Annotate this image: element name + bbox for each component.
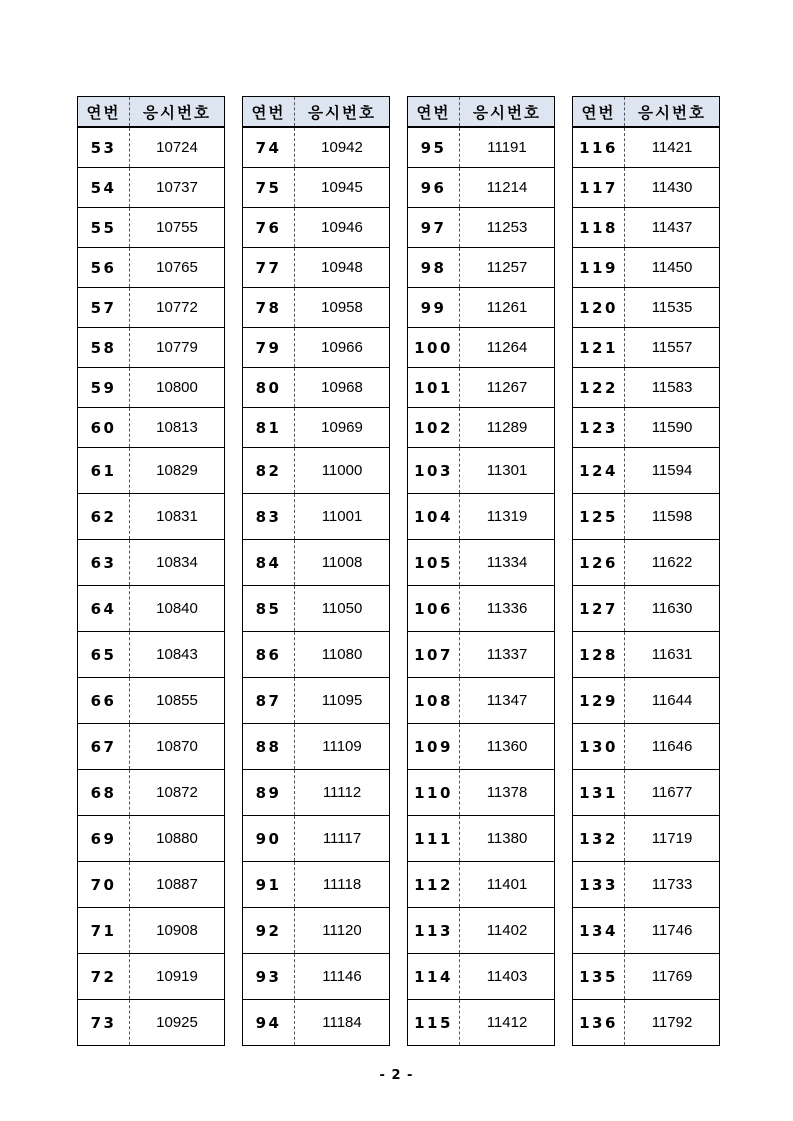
exam-number-cell: 11583 <box>625 368 720 408</box>
seq-cell: 130 <box>573 724 625 770</box>
table-row <box>243 862 390 908</box>
table-row <box>408 724 555 770</box>
table-row <box>408 908 555 954</box>
table-row <box>78 448 225 494</box>
header-exam-no: 응시번호 <box>460 97 555 128</box>
seq-cell: 76 <box>243 208 295 248</box>
table-row <box>243 540 390 586</box>
table-row <box>408 288 555 328</box>
table-row <box>573 288 720 328</box>
table-row <box>573 494 720 540</box>
seq-cell: 97 <box>408 208 460 248</box>
exam-number-cell: 10945 <box>295 168 390 208</box>
table-row <box>78 368 225 408</box>
seq-cell: 84 <box>243 540 295 586</box>
seq-cell: 73 <box>78 1000 130 1046</box>
exam-number-cell: 11120 <box>295 908 390 954</box>
exam-number-cell: 11746 <box>625 908 720 954</box>
exam-number-cell: 10829 <box>130 448 225 494</box>
exam-number-cell: 10855 <box>130 678 225 724</box>
exam-number-cell: 10880 <box>130 816 225 862</box>
table-row <box>78 168 225 208</box>
exam-number-cell: 11360 <box>460 724 555 770</box>
table-row <box>408 1000 555 1046</box>
exam-number-cell: 10755 <box>130 208 225 248</box>
seq-cell: 79 <box>243 328 295 368</box>
seq-cell: 112 <box>408 862 460 908</box>
seq-cell: 99 <box>408 288 460 328</box>
seq-cell: 126 <box>573 540 625 586</box>
seq-cell: 111 <box>408 816 460 862</box>
seq-cell: 119 <box>573 248 625 288</box>
exam-number-cell: 10908 <box>130 908 225 954</box>
exam-number-cell: 10765 <box>130 248 225 288</box>
exam-number-cell: 11146 <box>295 954 390 1000</box>
table-row <box>573 540 720 586</box>
table-row <box>573 368 720 408</box>
exam-number-cell: 11622 <box>625 540 720 586</box>
exam-number-cell: 10800 <box>130 368 225 408</box>
exam-number-cell: 10843 <box>130 632 225 678</box>
seq-cell: 88 <box>243 724 295 770</box>
table-row <box>573 448 720 494</box>
seq-cell: 81 <box>243 408 295 448</box>
exam-number-cell: 11095 <box>295 678 390 724</box>
header-row <box>573 97 720 128</box>
seq-cell: 105 <box>408 540 460 586</box>
table-row <box>573 168 720 208</box>
seq-cell: 95 <box>408 127 460 168</box>
seq-cell: 65 <box>78 632 130 678</box>
seq-cell: 96 <box>408 168 460 208</box>
table-row <box>408 494 555 540</box>
exam-number-cell: 11118 <box>295 862 390 908</box>
table-row <box>78 862 225 908</box>
table-row <box>78 724 225 770</box>
seq-cell: 115 <box>408 1000 460 1046</box>
seq-cell: 91 <box>243 862 295 908</box>
seq-cell: 124 <box>573 448 625 494</box>
exam-number-cell: 10966 <box>295 328 390 368</box>
table-row <box>408 328 555 368</box>
seq-cell: 55 <box>78 208 130 248</box>
table-row <box>573 724 720 770</box>
exam-number-cell: 11598 <box>625 494 720 540</box>
exam-number-cell: 11301 <box>460 448 555 494</box>
table-row <box>243 368 390 408</box>
seq-cell: 64 <box>78 586 130 632</box>
exam-number-cell: 11769 <box>625 954 720 1000</box>
seq-cell: 58 <box>78 328 130 368</box>
table-row <box>573 816 720 862</box>
table-row <box>78 586 225 632</box>
table-row <box>243 816 390 862</box>
seq-cell: 131 <box>573 770 625 816</box>
exam-number-cell: 11264 <box>460 328 555 368</box>
exam-number-cell: 11792 <box>625 1000 720 1046</box>
table-row <box>243 908 390 954</box>
table-row <box>243 328 390 368</box>
seq-cell: 57 <box>78 288 130 328</box>
table-row <box>78 248 225 288</box>
exam-number-cell: 11412 <box>460 1000 555 1046</box>
header-row <box>78 97 225 128</box>
seq-cell: 106 <box>408 586 460 632</box>
seq-cell: 110 <box>408 770 460 816</box>
seq-cell: 87 <box>243 678 295 724</box>
seq-cell: 133 <box>573 862 625 908</box>
exam-number-cell: 10925 <box>130 1000 225 1046</box>
seq-cell: 132 <box>573 816 625 862</box>
header-row <box>408 97 555 128</box>
roster-table <box>242 96 390 1046</box>
exam-number-cell: 11257 <box>460 248 555 288</box>
table-row <box>78 328 225 368</box>
exam-number-cell: 10724 <box>130 127 225 168</box>
header-exam-no: 응시번호 <box>130 97 225 128</box>
exam-number-cell: 11646 <box>625 724 720 770</box>
seq-cell: 78 <box>243 288 295 328</box>
exam-number-cell: 10887 <box>130 862 225 908</box>
seq-cell: 135 <box>573 954 625 1000</box>
seq-cell: 54 <box>78 168 130 208</box>
exam-number-cell: 11080 <box>295 632 390 678</box>
exam-number-cell: 11334 <box>460 540 555 586</box>
header-seq: 연번 <box>243 97 295 128</box>
exam-number-cell: 11631 <box>625 632 720 678</box>
table-row <box>243 168 390 208</box>
table-row <box>408 632 555 678</box>
exam-number-cell: 11677 <box>625 770 720 816</box>
seq-cell: 70 <box>78 862 130 908</box>
seq-cell: 66 <box>78 678 130 724</box>
seq-cell: 108 <box>408 678 460 724</box>
seq-cell: 69 <box>78 816 130 862</box>
seq-cell: 103 <box>408 448 460 494</box>
exam-number-cell: 10840 <box>130 586 225 632</box>
table-row <box>408 816 555 862</box>
seq-cell: 92 <box>243 908 295 954</box>
table-row <box>243 208 390 248</box>
table-row <box>573 1000 720 1046</box>
seq-cell: 68 <box>78 770 130 816</box>
table-row <box>78 770 225 816</box>
seq-cell: 62 <box>78 494 130 540</box>
table-row <box>243 494 390 540</box>
exam-number-cell: 11267 <box>460 368 555 408</box>
seq-cell: 125 <box>573 494 625 540</box>
table-row <box>243 724 390 770</box>
seq-cell: 75 <box>243 168 295 208</box>
header-seq: 연번 <box>573 97 625 128</box>
exam-number-cell: 11401 <box>460 862 555 908</box>
exam-number-cell: 11594 <box>625 448 720 494</box>
exam-number-cell: 11430 <box>625 168 720 208</box>
table-row <box>408 540 555 586</box>
exam-number-cell: 10946 <box>295 208 390 248</box>
table-row <box>408 678 555 724</box>
exam-number-cell: 10958 <box>295 288 390 328</box>
seq-cell: 129 <box>573 678 625 724</box>
header-seq: 연번 <box>78 97 130 128</box>
header-row <box>243 97 390 128</box>
table-row <box>243 586 390 632</box>
exam-number-cell: 11253 <box>460 208 555 248</box>
exam-number-cell: 10834 <box>130 540 225 586</box>
exam-number-cell: 11184 <box>295 1000 390 1046</box>
seq-cell: 120 <box>573 288 625 328</box>
seq-cell: 116 <box>573 127 625 168</box>
exam-number-cell: 11733 <box>625 862 720 908</box>
exam-number-cell: 10969 <box>295 408 390 448</box>
table-row <box>243 954 390 1000</box>
seq-cell: 74 <box>243 127 295 168</box>
seq-cell: 89 <box>243 770 295 816</box>
exam-number-cell: 11380 <box>460 816 555 862</box>
table-row <box>408 408 555 448</box>
exam-number-cell: 11450 <box>625 248 720 288</box>
table-row <box>573 127 720 168</box>
table-row <box>243 288 390 328</box>
exam-number-cell: 11001 <box>295 494 390 540</box>
exam-number-cell: 11336 <box>460 586 555 632</box>
exam-number-cell: 10737 <box>130 168 225 208</box>
table-row <box>243 632 390 678</box>
exam-number-cell: 11000 <box>295 448 390 494</box>
exam-number-cell: 10919 <box>130 954 225 1000</box>
header-exam-no: 응시번호 <box>295 97 390 128</box>
table-row <box>573 954 720 1000</box>
exam-number-cell: 11117 <box>295 816 390 862</box>
table-row <box>78 127 225 168</box>
seq-cell: 134 <box>573 908 625 954</box>
seq-cell: 82 <box>243 448 295 494</box>
exam-number-cell: 10813 <box>130 408 225 448</box>
seq-cell: 98 <box>408 248 460 288</box>
exam-number-cell: 11557 <box>625 328 720 368</box>
seq-cell: 63 <box>78 540 130 586</box>
table-row <box>243 127 390 168</box>
seq-cell: 102 <box>408 408 460 448</box>
seq-cell: 67 <box>78 724 130 770</box>
table-row <box>243 678 390 724</box>
table-row <box>573 328 720 368</box>
exam-number-cell: 10968 <box>295 368 390 408</box>
exam-number-cell: 10948 <box>295 248 390 288</box>
exam-number-cell: 11347 <box>460 678 555 724</box>
table-row <box>78 208 225 248</box>
table-row <box>573 908 720 954</box>
table-row <box>573 586 720 632</box>
exam-number-cell: 11437 <box>625 208 720 248</box>
seq-cell: 118 <box>573 208 625 248</box>
seq-cell: 71 <box>78 908 130 954</box>
table-row <box>408 770 555 816</box>
table-row <box>243 1000 390 1046</box>
table-row <box>573 632 720 678</box>
seq-cell: 86 <box>243 632 295 678</box>
seq-cell: 121 <box>573 328 625 368</box>
table-row <box>408 368 555 408</box>
seq-cell: 109 <box>408 724 460 770</box>
table-row <box>78 1000 225 1046</box>
seq-cell: 113 <box>408 908 460 954</box>
exam-number-cell: 10872 <box>130 770 225 816</box>
table-row <box>243 448 390 494</box>
exam-number-cell: 11644 <box>625 678 720 724</box>
table-row <box>573 208 720 248</box>
table-row <box>573 770 720 816</box>
seq-cell: 59 <box>78 368 130 408</box>
seq-cell: 123 <box>573 408 625 448</box>
table-row <box>573 678 720 724</box>
table-row <box>408 954 555 1000</box>
table-row <box>573 248 720 288</box>
seq-cell: 117 <box>573 168 625 208</box>
seq-cell: 56 <box>78 248 130 288</box>
table-row <box>243 408 390 448</box>
header-seq: 연번 <box>408 97 460 128</box>
exam-number-cell: 11109 <box>295 724 390 770</box>
exam-number-cell: 10942 <box>295 127 390 168</box>
exam-number-cell: 11378 <box>460 770 555 816</box>
exam-number-cell: 11050 <box>295 586 390 632</box>
exam-number-cell: 11112 <box>295 770 390 816</box>
seq-cell: 80 <box>243 368 295 408</box>
exam-number-cell: 10779 <box>130 328 225 368</box>
seq-cell: 101 <box>408 368 460 408</box>
exam-number-cell: 11008 <box>295 540 390 586</box>
table-row <box>78 954 225 1000</box>
table-row <box>78 288 225 328</box>
exam-number-cell: 11719 <box>625 816 720 862</box>
seq-cell: 85 <box>243 586 295 632</box>
exam-number-cell: 11402 <box>460 908 555 954</box>
exam-number-cell: 11289 <box>460 408 555 448</box>
exam-number-cell: 11261 <box>460 288 555 328</box>
table-row <box>408 208 555 248</box>
exam-number-cell: 11319 <box>460 494 555 540</box>
table-row <box>408 586 555 632</box>
seq-cell: 77 <box>243 248 295 288</box>
seq-cell: 72 <box>78 954 130 1000</box>
seq-cell: 100 <box>408 328 460 368</box>
seq-cell: 60 <box>78 408 130 448</box>
page-number: - 2 - <box>379 1068 414 1083</box>
exam-number-cell: 11421 <box>625 127 720 168</box>
table-row <box>78 408 225 448</box>
roster-table <box>407 96 555 1046</box>
seq-cell: 83 <box>243 494 295 540</box>
table-row <box>408 127 555 168</box>
seq-cell: 107 <box>408 632 460 678</box>
seq-cell: 90 <box>243 816 295 862</box>
table-row <box>78 540 225 586</box>
seq-cell: 93 <box>243 954 295 1000</box>
exam-number-cell: 11630 <box>625 586 720 632</box>
exam-number-cell: 11337 <box>460 632 555 678</box>
table-row <box>243 248 390 288</box>
exam-number-cell: 10831 <box>130 494 225 540</box>
table-row <box>573 408 720 448</box>
seq-cell: 127 <box>573 586 625 632</box>
seq-cell: 128 <box>573 632 625 678</box>
table-row <box>78 632 225 678</box>
header-exam-no: 응시번호 <box>625 97 720 128</box>
exam-number-cell: 11403 <box>460 954 555 1000</box>
exam-number-cell: 10772 <box>130 288 225 328</box>
exam-number-cell: 11590 <box>625 408 720 448</box>
table-row <box>78 678 225 724</box>
table-row <box>408 862 555 908</box>
table-row <box>573 862 720 908</box>
table-row <box>408 168 555 208</box>
seq-cell: 53 <box>78 127 130 168</box>
table-row <box>243 770 390 816</box>
exam-number-cell: 11191 <box>460 127 555 168</box>
seq-cell: 122 <box>573 368 625 408</box>
seq-cell: 136 <box>573 1000 625 1046</box>
exam-number-cell: 11214 <box>460 168 555 208</box>
seq-cell: 61 <box>78 448 130 494</box>
roster-table <box>77 96 225 1046</box>
table-row <box>408 248 555 288</box>
roster-table <box>572 96 720 1046</box>
seq-cell: 94 <box>243 1000 295 1046</box>
table-row <box>78 908 225 954</box>
table-row <box>78 494 225 540</box>
seq-cell: 104 <box>408 494 460 540</box>
table-row <box>408 448 555 494</box>
exam-number-cell: 10870 <box>130 724 225 770</box>
seq-cell: 114 <box>408 954 460 1000</box>
table-row <box>78 816 225 862</box>
exam-number-cell: 11535 <box>625 288 720 328</box>
